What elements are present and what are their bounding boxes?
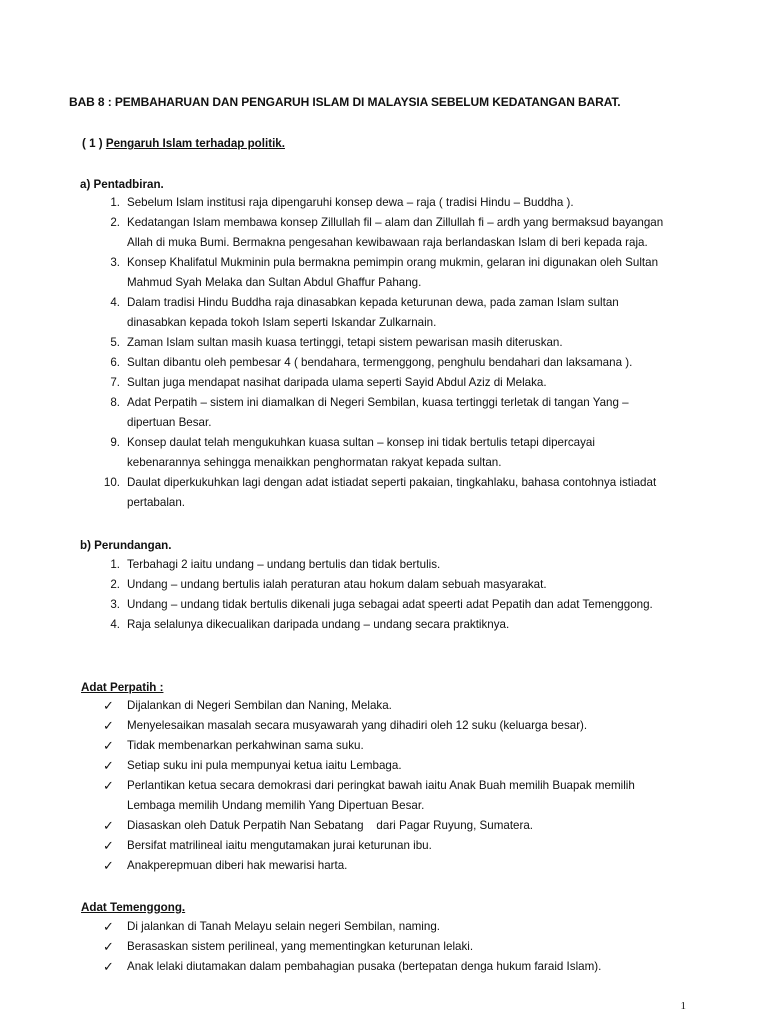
adat-temenggong-heading: Adat Temenggong. <box>81 901 186 914</box>
perundangan-list <box>0 555 667 635</box>
section-title: Pengaruh Islam terhadap politik. <box>105 137 285 150</box>
list-item <box>0 575 667 595</box>
list-item <box>0 293 667 333</box>
checkmark-icon: ✓ <box>103 838 114 853</box>
item-number: 10. <box>103 476 120 489</box>
list-item <box>0 213 667 253</box>
item-text: Sultan juga mendapat nasihat daripada ulama seperti Sayid Abdul Aziz di Melaka. <box>127 376 547 389</box>
item-text: Sebelum Islam institusi raja dipengaruhi konsep dewa – raja ( tradisi Hindu – Buddha ). <box>127 196 574 209</box>
item-text: Bersifat matrilineal iaitu mengutamakan jurai keturunan ibu. <box>127 839 432 852</box>
list-item <box>0 473 667 513</box>
adat-perpatih-heading: Adat Perpatih : <box>81 681 164 694</box>
adat-temenggong-list <box>0 917 667 977</box>
checkmark-icon: ✓ <box>103 698 114 713</box>
list-item <box>0 836 667 856</box>
checkmark-icon: ✓ <box>103 858 114 873</box>
item-text: Undang – undang tidak bertulis dikenali juga sebagai adat speerti adat Pepatih dan adat Temenggong. <box>127 598 653 611</box>
item-text: Raja selalunya dikecualikan daripada undang – undang secara praktiknya. <box>127 618 510 631</box>
item-text: Zaman Islam sultan masih kuasa tertinggi, tetapi sistem pewarisan masih diteruskan. <box>127 336 563 349</box>
list-item <box>0 595 667 615</box>
checkmark-icon: ✓ <box>103 919 114 934</box>
item-number: 8. <box>110 396 120 409</box>
list-item <box>0 433 667 473</box>
item-number: 2. <box>110 578 120 591</box>
item-number: 4. <box>110 296 120 309</box>
list-item <box>0 373 667 393</box>
item-text: Adat Perpatih – sistem ini diamalkan di Negeri Sembilan, kuasa tertinggi terletak di tangan Yang – dipertuan Besar. <box>127 396 629 429</box>
checkmark-icon: ✓ <box>103 939 114 954</box>
section-number: ( 1 ) <box>82 137 103 150</box>
item-text: Anakperepmuan diberi hak mewarisi harta. <box>127 859 348 872</box>
page-number: 1 <box>680 1000 686 1012</box>
item-number: 3. <box>110 598 120 611</box>
section-heading <box>82 137 285 150</box>
checkmark-icon: ✓ <box>103 818 114 833</box>
item-number: 3. <box>110 256 120 269</box>
item-number: 7. <box>110 376 120 389</box>
pentadbiran-list <box>0 193 667 513</box>
item-number: 2. <box>110 216 120 229</box>
checkmark-icon: ✓ <box>103 758 114 773</box>
item-text: Tidak membenarkan perkahwinan sama suku. <box>127 739 364 752</box>
item-text: Dalam tradisi Hindu Buddha raja dinasabkan kepada keturunan dewa, pada zaman Islam sultan dinasabkan kepada tokoh Islam seperti Iskandar Zulkarnain. <box>127 296 619 329</box>
checkmark-icon: ✓ <box>103 778 114 793</box>
item-text: Undang – undang bertulis ialah peraturan atau hokum dalam sebuah masyarakat. <box>127 578 547 591</box>
item-text: Konsep daulat telah mengukuhkan kuasa sultan – konsep ini tidak bertulis tetapi dipercayai kebenarannya sehingga menaikkan penghormatan rakyat kepada sultan. <box>127 436 595 469</box>
list-item <box>0 957 667 977</box>
pentadbiran-heading: a) Pentadbiran. <box>80 178 164 191</box>
item-text: Terbahagi 2 iaitu undang – undang bertulis dan tidak bertulis. <box>127 558 441 571</box>
item-text: Kedatangan Islam membawa konsep Zillullah fil – alam dan Zillullah fi – ardh yang bermaksud bayangan Allah di muka Bumi. Bermakna pengesahan kewibawaan raja berlandaskan Islam di beri kepada raja. <box>127 216 664 249</box>
item-text: Anak lelaki diutamakan dalam pembahagian pusaka (bertepatan denga hukum faraid Islam). <box>127 960 602 973</box>
document-title: BAB 8 : PEMBAHARUAN DAN PENGARUH ISLAM DI MALAYSIA SEBELUM KEDATANGAN BARAT. <box>69 95 621 109</box>
list-item <box>0 816 667 836</box>
item-number: 1. <box>110 558 120 571</box>
list-item <box>0 756 667 776</box>
item-number: 5. <box>110 336 120 349</box>
list-item <box>0 615 667 635</box>
list-item <box>0 716 667 736</box>
item-text: Konsep Khalifatul Mukminin pula bermakna pemimpin orang mukmin, gelaran ini digunakan oleh Sultan Mahmud Syah Melaka dan Sultan Abdul Ghaffur Pahang. <box>127 256 659 289</box>
item-number: 6. <box>110 356 120 369</box>
list-item <box>0 353 667 373</box>
checkmark-icon: ✓ <box>103 718 114 733</box>
item-text: Di jalankan di Tanah Melayu selain negeri Sembilan, naming. <box>127 920 441 933</box>
item-text: Berasaskan sistem perilineal, yang mementingkan keturunan lelaki. <box>127 940 474 953</box>
perundangan-heading: b) Perundangan. <box>80 539 172 552</box>
list-item <box>0 736 667 756</box>
list-item <box>0 696 667 716</box>
item-text: Setiap suku ini pula mempunyai ketua iaitu Lembaga. <box>127 759 402 772</box>
list-item <box>0 776 667 816</box>
list-item <box>0 393 667 433</box>
item-number: 1. <box>110 196 120 209</box>
list-item <box>0 856 667 876</box>
adat-perpatih-list <box>0 696 667 876</box>
item-text: Perlantikan ketua secara demokrasi dari peringkat bawah iaitu Anak Buah memilih Buapak memilih Lembaga memilih Undang memilih Yang Dipertuan Besar. <box>127 779 635 812</box>
list-item <box>0 937 667 957</box>
item-number: 9. <box>110 436 120 449</box>
item-text: Daulat diperkukuhkan lagi dengan adat istiadat seperti pakaian, tingkahlaku, bahasa contohnya istiadat pertabalan. <box>127 476 657 509</box>
item-text: Sultan dibantu oleh pembesar 4 ( bendahara, termenggong, penghulu bendahari dan laksamana ). <box>127 356 633 369</box>
checkmark-icon: ✓ <box>103 738 114 753</box>
list-item <box>0 253 667 293</box>
item-number: 4. <box>110 618 120 631</box>
checkmark-icon: ✓ <box>103 959 114 974</box>
item-text: Dijalankan di Negeri Sembilan dan Naning, Melaka. <box>127 699 392 712</box>
list-item <box>0 555 667 575</box>
item-text: Diasaskan oleh Datuk Perpatih Nan Sebatang dari Pagar Ruyung, Sumatera. <box>127 819 534 832</box>
list-item <box>0 193 667 213</box>
item-text: Menyelesaikan masalah secara musyawarah yang dihadiri oleh 12 suku (keluarga besar). <box>127 719 588 732</box>
list-item <box>0 333 667 353</box>
list-item <box>0 917 667 937</box>
